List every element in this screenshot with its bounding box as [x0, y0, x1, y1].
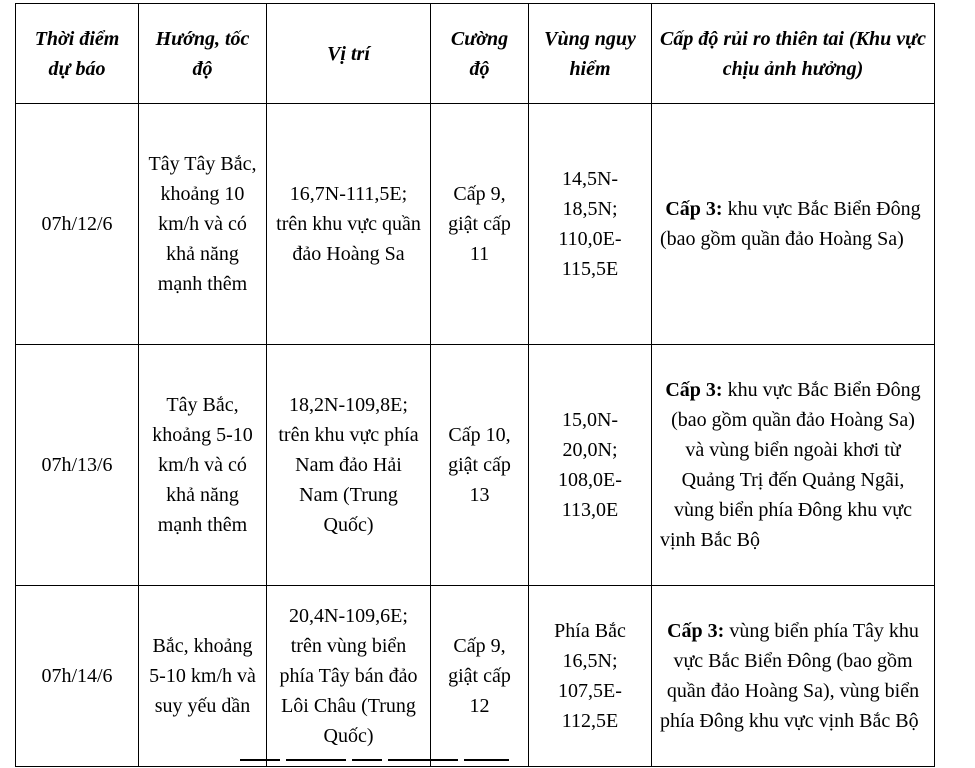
risk-area-text: khu vực Bắc Biển Đông (bao gồm quần đảo Hoàng Sa) [660, 198, 921, 250]
cell-danger-zone: 14,5N-18,5N; 110,0E-115,5E [529, 104, 652, 345]
header-position: Vị trí [267, 4, 431, 104]
cell-time: 07h/14/6 [16, 586, 139, 767]
cell-risk [652, 345, 935, 586]
cell-danger-zone: 15,0N-20,0N; 108,0E-113,0E [529, 345, 652, 586]
cell-intensity: Cấp 9, giật cấp 12 [431, 586, 529, 767]
header-risk-level: Cấp độ rủi ro thiên tai (Khu vực chịu ảnh hưởng) [652, 4, 935, 104]
cell-position: 18,2N-109,8E; trên khu vực phía Nam đảo Hải Nam (Trung Quốc) [267, 345, 431, 586]
cell-position: 20,4N-109,6E; trên vùng biển phía Tây bán đảo Lôi Châu (Trung Quốc) [267, 586, 431, 767]
risk-area-text: vùng biển phía Tây khu vực Bắc Biển Đông (bao gồm quần đảo Hoàng Sa), vùng biển phía Đông khu vực vịnh Bắc Bộ [660, 620, 920, 732]
risk-area-text: khu vực Bắc Biển Đông (bao gồm quần đảo Hoàng Sa) và vùng biển ngoài khơi từ Quảng Trị đến Quảng Ngãi, vùng biển phía Đông khu vực vịnh Bắc Bộ [660, 379, 921, 551]
cell-position: 16,7N-111,5E; trên khu vực quần đảo Hoàng Sa [267, 104, 431, 345]
table-row [16, 345, 935, 586]
cell-time: 07h/13/6 [16, 345, 139, 586]
cell-risk [652, 104, 935, 345]
cell-direction: Tây Tây Bắc, khoảng 10 km/h và có khả năng mạnh thêm [139, 104, 267, 345]
risk-level-label: Cấp 3: [665, 379, 723, 401]
table-row [16, 104, 935, 345]
risk-level-label: Cấp 3: [665, 198, 723, 220]
cell-direction: Bắc, khoảng 5-10 km/h và suy yếu dần [139, 586, 267, 767]
cut-off-text-fragment [240, 759, 740, 768]
cell-time: 07h/12/6 [16, 104, 139, 345]
cell-intensity: Cấp 9, giật cấp 11 [431, 104, 529, 345]
cell-danger-zone: Phía Bắc 16,5N; 107,5E-112,5E [529, 586, 652, 767]
cell-intensity: Cấp 10, giật cấp 13 [431, 345, 529, 586]
header-intensity: Cường độ [431, 4, 529, 104]
cell-direction: Tây Bắc, khoảng 5-10 km/h và có khả năng mạnh thêm [139, 345, 267, 586]
table-row [16, 586, 935, 767]
header-direction-speed: Hướng, tốc độ [139, 4, 267, 104]
table-header-row [16, 4, 935, 104]
cell-risk [652, 586, 935, 767]
header-danger-zone: Vùng nguy hiểm [529, 4, 652, 104]
header-forecast-time: Thời điểm dự báo [16, 4, 139, 104]
risk-level-label: Cấp 3: [667, 620, 725, 642]
forecast-table [15, 3, 935, 767]
